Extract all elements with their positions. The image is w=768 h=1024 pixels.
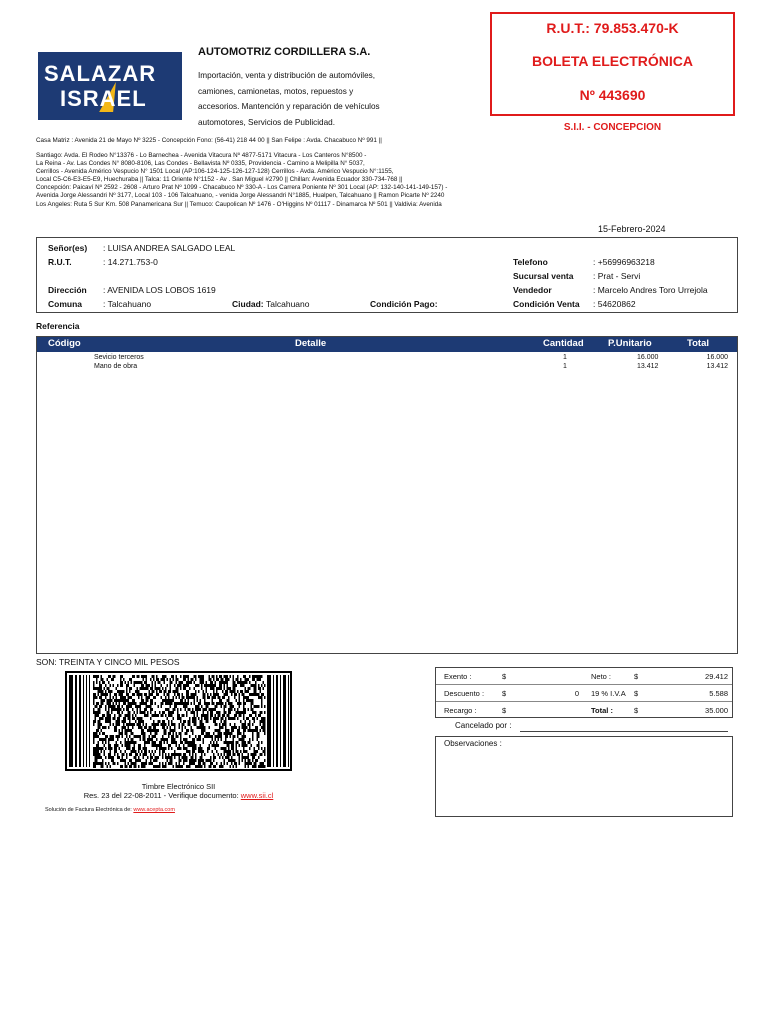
senores-label: Señor(es): [48, 243, 88, 253]
sii-link[interactable]: www.sii.cl: [240, 791, 274, 800]
item-detalle: Sevicio terceros: [94, 354, 144, 361]
header-unitario: P.Unitario: [608, 338, 652, 349]
address-line: Avenida Jorge Alessandri Nº 3177, Local 103 - 106 Talcahuano, - venida Jorge Alessandri N°1885, Hualpen, Talcahuano || Ramon Picarte Nº 2240: [36, 192, 445, 200]
iva-value: 5.588: [709, 689, 728, 698]
company-logo: [38, 52, 182, 120]
condicion-venta-value: : 54620862: [593, 299, 636, 309]
sucursal-value: : Prat - Servi: [593, 271, 641, 281]
item-detalle: Mano de obra: [94, 363, 138, 370]
sucursal-label: Sucursal venta: [513, 271, 574, 281]
address-line: La Reina - Av. Las Condes N° 8080-8106, Las Condes - Bellavista Nº 0335, Providencia - Camino a Melipilla N° 5037,: [36, 160, 365, 168]
document-date: 15-Febrero-2024: [598, 224, 666, 234]
acepta-link[interactable]: www.acepta.com: [133, 807, 175, 813]
rut-box: [490, 12, 735, 116]
observaciones-box: [435, 736, 733, 817]
header-total: Total: [687, 338, 709, 349]
condicion-pago-label: Condición Pago:: [370, 299, 438, 309]
total-currency: $: [634, 706, 639, 715]
header-codigo: Código: [48, 338, 81, 349]
sii-office: S.I.I. - CONCEPCION: [563, 122, 662, 133]
iva-label: 19 % I.V.A: [591, 689, 626, 698]
client-telefono: : +56996963218: [593, 257, 655, 267]
item-cantidad: 1: [563, 354, 567, 361]
table-row: [37, 363, 737, 372]
client-info-box: [36, 237, 738, 313]
item-unitario: 13.412: [637, 363, 659, 370]
client-rut: : 14.271.753-0: [103, 257, 158, 267]
table-row: [37, 354, 737, 363]
header-cantidad: Cantidad: [543, 338, 584, 349]
neto-value: 29.412: [705, 672, 728, 681]
issuer-rut: R.U.T.: 79.853.470-K: [546, 20, 679, 36]
logo-line2: ISRAEL: [60, 86, 147, 111]
timbre-verification: [65, 791, 292, 800]
company-name: AUTOMOTRIZ CORDILLERA S.A.: [198, 46, 371, 58]
cancelado-line: [520, 731, 728, 732]
client-address: : AVENIDA LOS LOBOS 1619: [103, 285, 216, 295]
logo-line1: SALAZAR: [44, 61, 157, 86]
iva-currency: $: [634, 689, 639, 698]
total-value: 35.000: [705, 706, 728, 715]
client-name: : LUISA ANDREA SALGADO LEAL: [103, 243, 236, 253]
address-line: Cerrillos - Avenida Américo Vespucio N° 1501 Local (AP:106-124-125-126-127-128) Cerrillos - Avda. Américo Vespucio N°:1155,: [36, 168, 394, 176]
branch-addresses: [36, 152, 447, 209]
timbre-verification-text: Res. 23 del 22-08-2011 - Verifique documento:: [83, 791, 239, 800]
company-description-line: automotores, Servicios de Publicidad.: [198, 117, 335, 127]
totals-row: [436, 668, 732, 685]
item-cantidad: 1: [563, 363, 567, 370]
condicion-venta-label: Condición Venta: [513, 299, 580, 309]
address-line: Local C5-C6-E3-E5-E9, Huechuraba || Talca: 11 Oriente N°1152 - Av . San Miguel #2790 || Chillan: Avenida Ecuador 330-734-768 ||: [36, 176, 403, 184]
descuento-value: 0: [574, 689, 579, 698]
exento-currency: $: [502, 672, 507, 681]
items-table: [36, 336, 738, 654]
footer-note: [45, 807, 175, 813]
descuento-label: Descuento :: [444, 689, 485, 698]
total-label: Total :: [591, 706, 613, 715]
barcode-image: [67, 673, 290, 769]
document-type: BOLETA ELECTRÓNICA: [532, 53, 693, 69]
referencia-label: Referencia: [36, 321, 80, 331]
timbre-label: Timbre Electrónico SII: [141, 782, 216, 791]
observaciones-label: Observaciones :: [444, 739, 502, 748]
client-ciudad: Talcahuano: [266, 299, 310, 309]
main-address: Casa Matriz : Avenida 21 de Mayo Nº 3225 - Concepción Fono: (56-41) 218 44 00 || San Felipe : Avda. Chacabuco Nº 991 ||: [36, 137, 382, 144]
rut-label: R.U.T.: [48, 257, 72, 267]
item-total: 16.000: [706, 354, 728, 361]
company-description-line: camiones, camionetas, motos, repuestos y: [198, 86, 354, 96]
document-number: Nº 443690: [579, 87, 646, 103]
telefono-label: Telefono: [513, 257, 548, 267]
address-line: Santiago: Avda. El Rodeo N°13376 - Lo Barnechea - Avenida Vitacura Nº 4877-5171 Vitacura - Los Canteros N°8500 -: [36, 152, 367, 159]
items-table-header: [37, 337, 737, 352]
address-line: Concepción: Paicaví Nº 2592 - 2608 - Arturo Prat Nº 1099 - Chacabuco Nº 330-A - Los Carrera Poniente Nº 301 Local (AP: 132-140-141-149-157) -: [36, 184, 448, 192]
amount-in-words: SON: TREINTA Y CINCO MIL PESOS: [36, 657, 180, 667]
direccion-label: Dirección: [48, 285, 87, 295]
header-detalle: Detalle: [295, 338, 327, 349]
recargo-currency: $: [502, 706, 507, 715]
totals-row: [436, 685, 732, 702]
company-description-line: accesorios. Mantención y reparación de vehículos: [198, 102, 380, 111]
company-description-line: Importación, venta y distribución de automóviles,: [198, 71, 376, 80]
pdf417-barcode: [65, 671, 292, 771]
descuento-currency: $: [502, 689, 507, 698]
client-comuna: : Talcahuano: [103, 299, 152, 309]
exento-label: Exento :: [444, 672, 472, 681]
item-unitario: 16.000: [637, 354, 659, 361]
ciudad-label: Ciudad:: [232, 299, 264, 309]
vendedor-value: : Marcelo Andres Toro Urrejola: [593, 285, 708, 295]
vendedor-label: Vendedor: [513, 285, 552, 295]
address-line: Los Angeles: Ruta 5 Sur Km. 508 Panamericana Sur || Temuco: Caupolican Nº 1476 - O'Higgins Nº 01117 - Dinamarca Nº 501 || Valdivia: Avenida: [36, 200, 442, 208]
footer-text: Solución de Factura Electrónica de:: [45, 807, 132, 813]
cancelado-label: Cancelado por :: [455, 721, 512, 730]
company-description: [198, 68, 418, 130]
neto-currency: $: [634, 672, 639, 681]
recargo-label: Recargo :: [444, 706, 477, 715]
item-total: 13.412: [706, 363, 728, 370]
comuna-label: Comuna: [48, 299, 82, 309]
neto-label: Neto :: [591, 672, 612, 681]
totals-row: [436, 702, 732, 719]
totals-box: [435, 667, 733, 718]
